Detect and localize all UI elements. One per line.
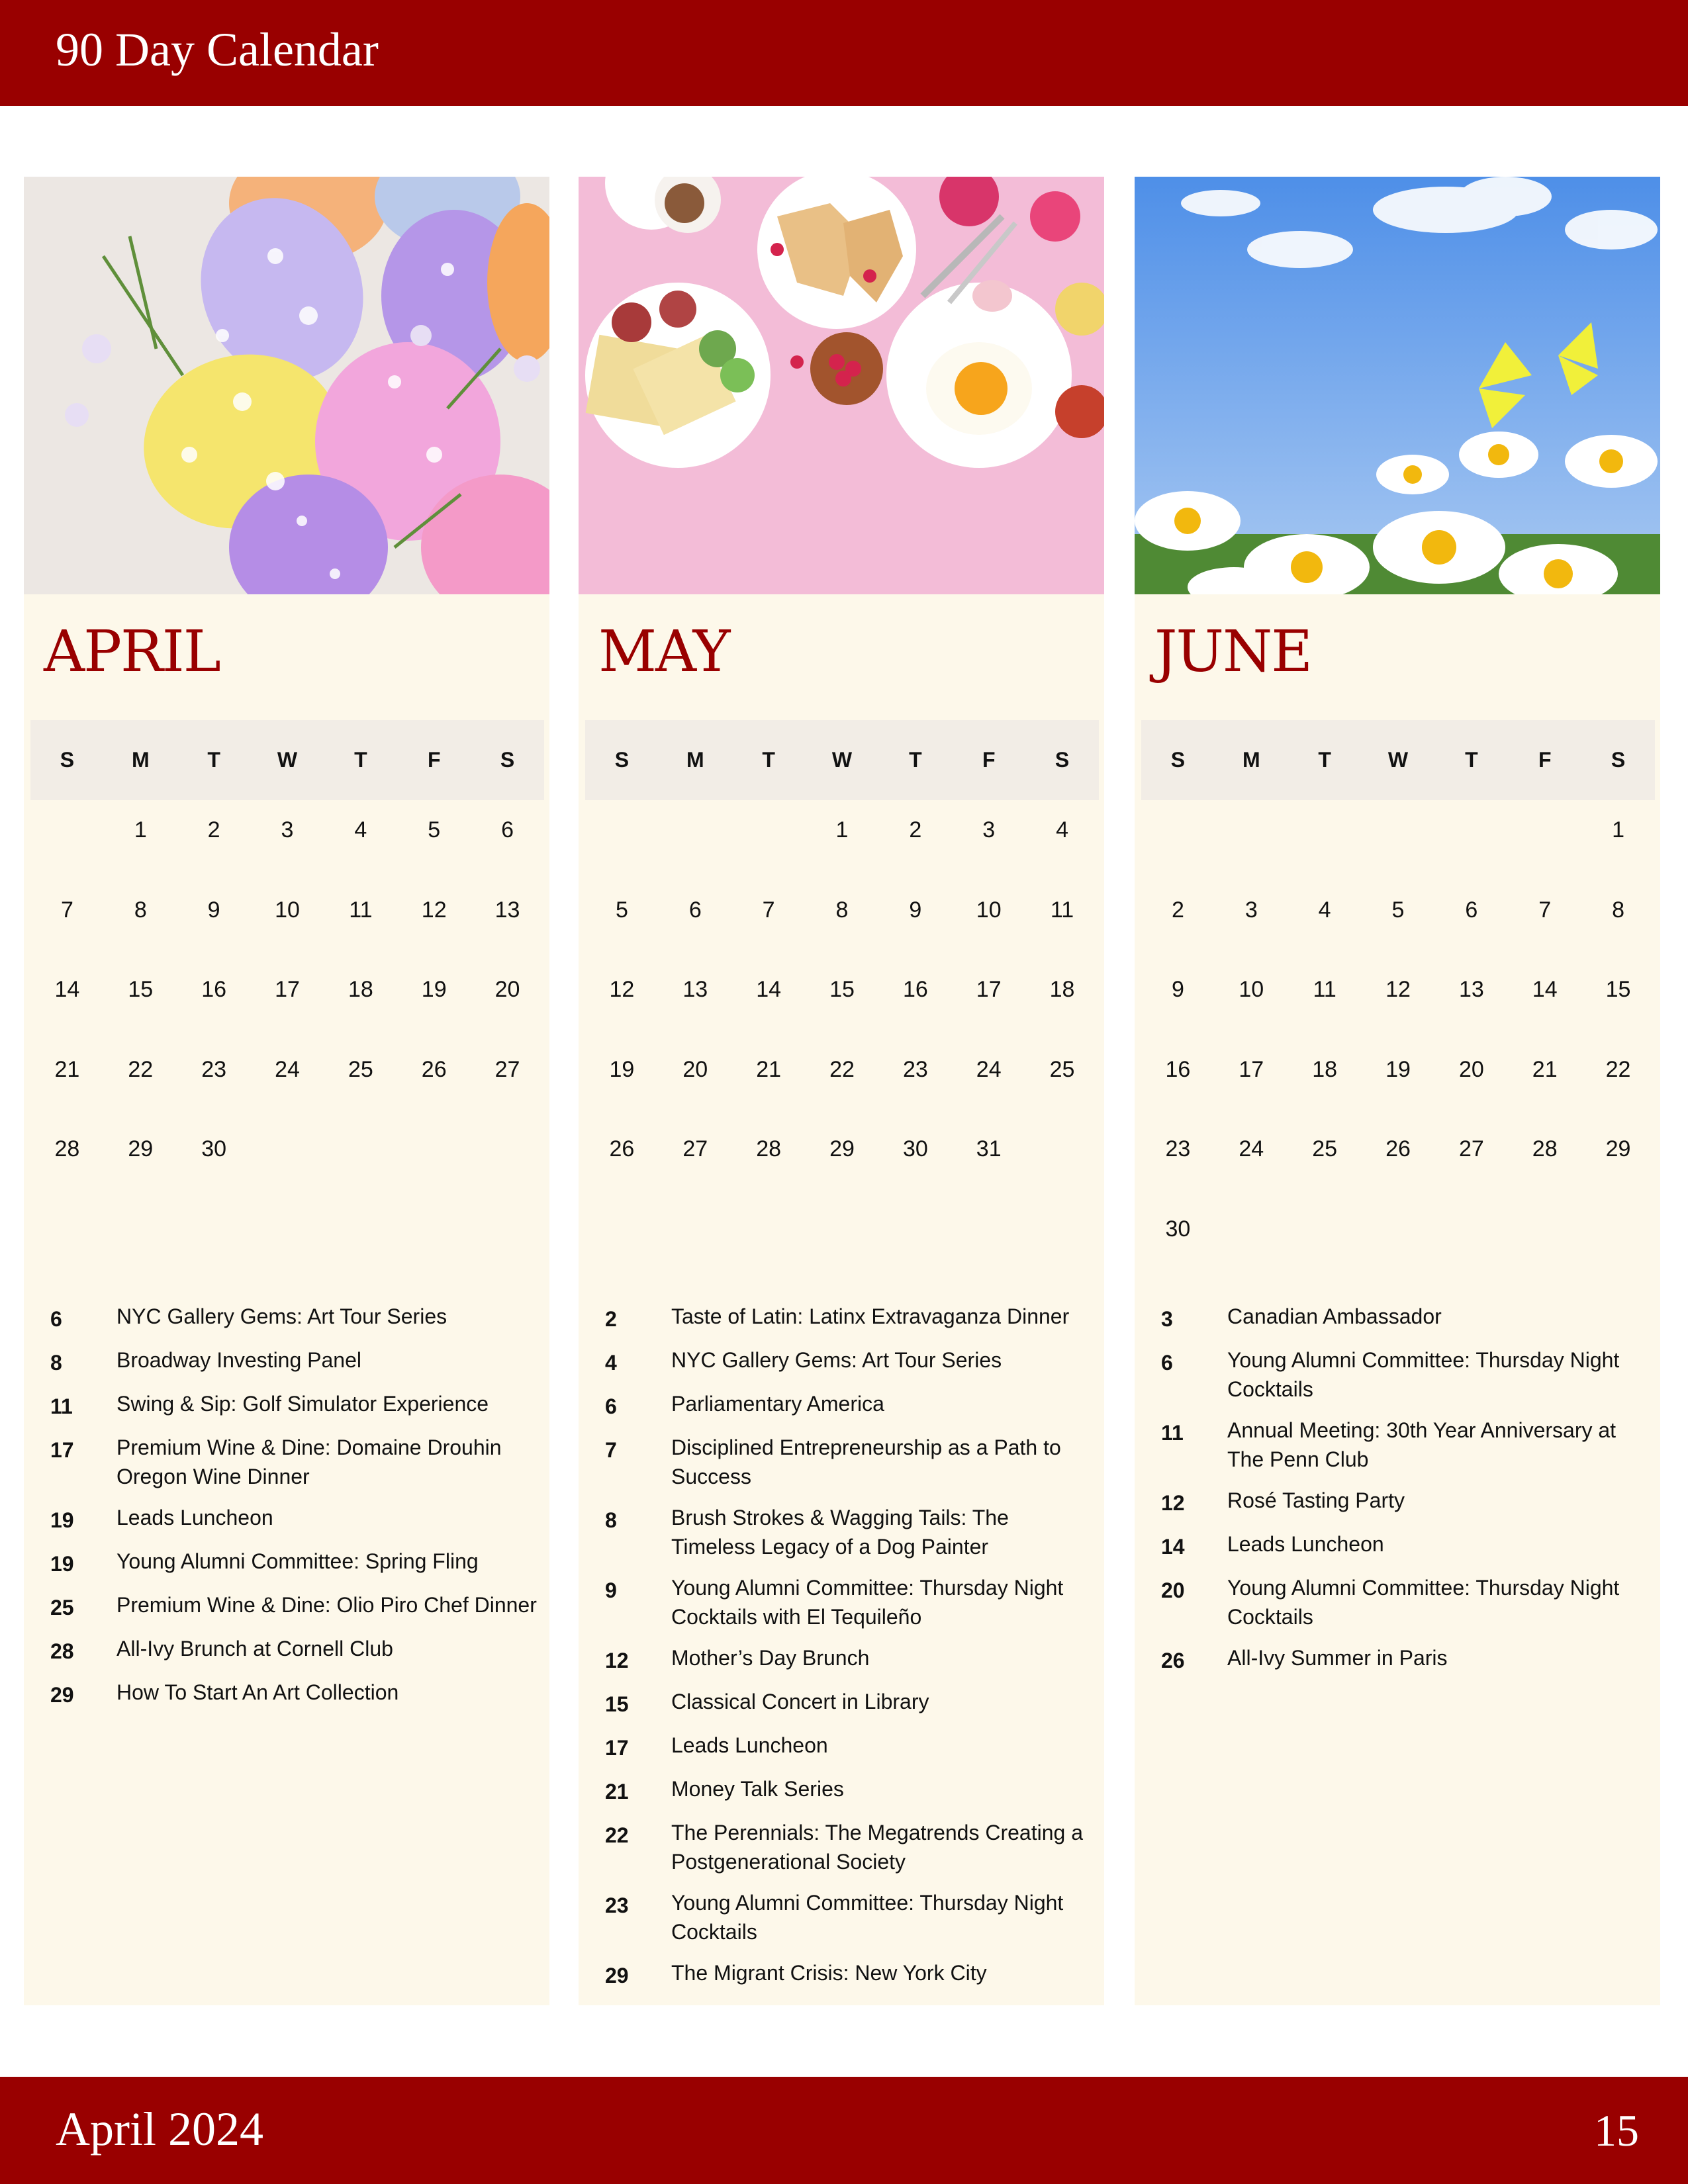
event-day: 17 [50, 1438, 74, 1462]
event-item [605, 1433, 1095, 1491]
calendar-day: 17 [976, 977, 1002, 1003]
calendar-empty-cell [1434, 813, 1508, 893]
event-item [50, 1503, 540, 1535]
event-title: Young Alumni Committee: Thursday Night Cocktails [1227, 1348, 1620, 1401]
event-title: The Perennials: The Megatrends Creating a Postgenerational Society [671, 1821, 1083, 1874]
calendar-day: 3 [1244, 897, 1258, 923]
event-item [605, 1774, 1095, 1806]
calendar-day: 25 [1312, 1136, 1338, 1162]
calendar-day: 24 [275, 1056, 300, 1082]
event-item [50, 1590, 540, 1622]
event-title: NYC Gallery Gems: Art Tour Series [671, 1348, 1002, 1372]
weekday-label: S [1055, 748, 1070, 772]
event-title: All-Ivy Summer in Paris [1227, 1646, 1448, 1670]
calendar-day: 9 [1171, 977, 1184, 1003]
calendar-day: 21 [54, 1056, 80, 1082]
calendar-day: 19 [421, 977, 447, 1003]
calendar-day: 31 [976, 1136, 1002, 1162]
calendar-day: 21 [1532, 1056, 1558, 1082]
calendar-day: 11 [1313, 977, 1336, 1003]
weekday-label: S [1170, 748, 1186, 772]
calendar-empty-cell [659, 813, 732, 893]
event-title: Canadian Ambassador [1227, 1304, 1442, 1328]
calendar-day: 3 [982, 817, 996, 842]
weekday-header-row [585, 720, 1099, 800]
easter-eggs-photo [24, 177, 549, 594]
event-title: How To Start An Art Collection [117, 1680, 399, 1704]
calendar-empty-cell [30, 813, 104, 893]
calendar-day: 7 [762, 897, 775, 923]
weekday-label: S [614, 748, 630, 772]
event-title: Money Talk Series [671, 1777, 844, 1801]
weekday-label: T [762, 748, 775, 772]
calendar-day: 18 [1312, 1056, 1338, 1082]
calendar-empty-cell [1362, 813, 1435, 893]
calendar-day: 18 [348, 977, 373, 1003]
month-title: APRIL [44, 619, 220, 685]
calendar-day: 9 [207, 897, 220, 923]
calendar-day: 22 [829, 1056, 855, 1082]
event-day: 7 [605, 1438, 617, 1462]
event-item [605, 1503, 1095, 1561]
calendar-day: 14 [756, 977, 782, 1003]
calendar-empty-cell [1141, 813, 1215, 893]
calendar-day: 23 [902, 1056, 928, 1082]
calendar-day: 8 [835, 897, 849, 923]
month-column-april [24, 177, 549, 2005]
weekday-label: T [1318, 748, 1331, 772]
event-title: Young Alumni Committee: Thursday Night Cocktails [1227, 1576, 1620, 1629]
calendar-day: 28 [1532, 1136, 1558, 1162]
event-day: 6 [1161, 1351, 1173, 1375]
event-item [1161, 1643, 1651, 1675]
calendar-day: 4 [1318, 897, 1331, 923]
day-grid [1141, 813, 1655, 1293]
event-list [50, 1302, 540, 1721]
weekday-label: T [1465, 748, 1478, 772]
weekday-label: T [207, 748, 220, 772]
weekday-label: W [831, 748, 853, 772]
calendar-day: 1 [835, 817, 849, 842]
month-title: MAY [598, 619, 729, 685]
weekday-label: T [909, 748, 922, 772]
calendar-day: 25 [348, 1056, 373, 1082]
event-item [50, 1547, 540, 1578]
weekday-label: M [686, 748, 704, 772]
event-day: 11 [50, 1394, 73, 1418]
calendar-day: 14 [54, 977, 80, 1003]
calendar-day: 26 [421, 1056, 447, 1082]
event-item [1161, 1345, 1651, 1404]
calendar-day: 19 [609, 1056, 635, 1082]
event-title: All-Ivy Brunch at Cornell Club [117, 1637, 393, 1661]
event-day: 25 [50, 1596, 74, 1619]
day-grid [585, 813, 1099, 1212]
event-day: 20 [1161, 1578, 1185, 1602]
event-day: 4 [605, 1351, 617, 1375]
event-item [1161, 1486, 1651, 1518]
event-day: 21 [605, 1780, 629, 1803]
calendar-day: 10 [275, 897, 300, 923]
event-title: Brush Strokes & Wagging Tails: The Timeless Legacy of a Dog Painter [671, 1506, 1009, 1559]
event-day: 14 [1161, 1535, 1185, 1559]
calendar-day: 2 [1171, 897, 1184, 923]
calendar-day: 28 [756, 1136, 782, 1162]
event-title: NYC Gallery Gems: Art Tour Series [117, 1304, 447, 1328]
event-day: 15 [605, 1692, 629, 1716]
event-item [1161, 1529, 1651, 1561]
brunch-table-photo [579, 177, 1104, 594]
calendar-day: 15 [1605, 977, 1631, 1003]
calendar-day: 6 [501, 817, 514, 842]
calendar-day: 8 [1612, 897, 1625, 923]
event-day: 23 [605, 1893, 629, 1917]
event-day: 12 [605, 1649, 629, 1672]
calendar-day: 14 [1532, 977, 1558, 1003]
event-item [1161, 1302, 1651, 1334]
weekday-label: F [427, 748, 441, 772]
calendar-day: 20 [1458, 1056, 1484, 1082]
event-item [50, 1302, 540, 1334]
event-title: Swing & Sip: Golf Simulator Experience [117, 1392, 489, 1416]
calendar-day: 25 [1049, 1056, 1075, 1082]
calendar-day: 7 [60, 897, 73, 923]
event-item [50, 1345, 540, 1377]
calendar-day: 21 [756, 1056, 782, 1082]
event-item [50, 1389, 540, 1421]
calendar-day: 13 [1458, 977, 1484, 1003]
event-title: Leads Luncheon [671, 1733, 828, 1757]
calendar-day: 1 [134, 817, 147, 842]
event-item [1161, 1416, 1651, 1474]
calendar-day: 22 [128, 1056, 154, 1082]
event-item [605, 1389, 1095, 1421]
calendar-day: 30 [902, 1136, 928, 1162]
event-title: Taste of Latin: Latinx Extravaganza Dinner [671, 1304, 1070, 1328]
event-title: Broadway Investing Panel [117, 1348, 361, 1372]
calendar-day: 27 [494, 1056, 520, 1082]
event-item [605, 1573, 1095, 1631]
calendar-day: 27 [682, 1136, 708, 1162]
event-title: Rosé Tasting Party [1227, 1488, 1405, 1512]
calendar-day: 24 [1239, 1136, 1264, 1162]
event-day: 8 [50, 1351, 62, 1375]
calendar-day: 20 [494, 977, 520, 1003]
calendar-day: 22 [1605, 1056, 1631, 1082]
event-item [605, 1643, 1095, 1675]
calendar-day: 16 [201, 977, 227, 1003]
calendar-day: 6 [1465, 897, 1478, 923]
event-title: Young Alumni Committee: Thursday Night Cocktails with El Tequileño [671, 1576, 1064, 1629]
page-number: 15 [1594, 2105, 1639, 2156]
event-item [50, 1433, 540, 1491]
calendar-day: 15 [128, 977, 154, 1003]
event-item [605, 1345, 1095, 1377]
event-day: 17 [605, 1736, 629, 1760]
calendar-day: 13 [682, 977, 708, 1003]
event-day: 3 [1161, 1307, 1173, 1331]
calendar-day: 27 [1458, 1136, 1484, 1162]
event-list [1161, 1302, 1651, 1687]
calendar-day: 16 [902, 977, 928, 1003]
event-day: 8 [605, 1508, 617, 1532]
calendar-day: 16 [1165, 1056, 1191, 1082]
event-title: Leads Luncheon [117, 1506, 273, 1529]
calendar-day: 4 [1056, 817, 1069, 842]
calendar-day: 1 [1612, 817, 1625, 842]
event-title: Disciplined Entrepreneurship as a Path to Success [671, 1435, 1061, 1488]
event-title: Young Alumni Committee: Spring Fling [117, 1549, 479, 1573]
weekday-label: M [131, 748, 150, 772]
event-title: Classical Concert in Library [671, 1690, 929, 1713]
header-bar [0, 0, 1688, 106]
calendar-day: 26 [1385, 1136, 1411, 1162]
weekday-label: W [277, 748, 298, 772]
event-title: Mother’s Day Brunch [671, 1646, 870, 1670]
weekday-label: W [1387, 748, 1409, 772]
event-day: 6 [50, 1307, 62, 1331]
calendar-empty-cell [1288, 813, 1362, 893]
event-day: 19 [50, 1552, 74, 1576]
calendar-day: 29 [1605, 1136, 1631, 1162]
calendar-day: 11 [349, 897, 373, 923]
calendar-day: 12 [1385, 977, 1411, 1003]
calendar-day: 30 [201, 1136, 227, 1162]
calendar-day: 18 [1049, 977, 1075, 1003]
event-day: 12 [1161, 1491, 1185, 1515]
month-column-may [579, 177, 1104, 2005]
event-title: The Migrant Crisis: New York City [671, 1961, 987, 1985]
calendar-day: 29 [128, 1136, 154, 1162]
calendar-day: 24 [976, 1056, 1002, 1082]
calendar-day: 4 [354, 817, 367, 842]
event-item [605, 1888, 1095, 1946]
calendar-day: 3 [281, 817, 294, 842]
calendar-day: 17 [275, 977, 300, 1003]
event-item [605, 1958, 1095, 1990]
event-item [50, 1678, 540, 1709]
day-grid [30, 813, 544, 1212]
calendar-day: 8 [134, 897, 147, 923]
weekday-label: F [982, 748, 996, 772]
calendar-empty-cell [732, 813, 806, 893]
calendar-day: 13 [494, 897, 520, 923]
calendar-empty-cell [1508, 813, 1581, 893]
page-title: 90 Day Calendar [56, 23, 379, 76]
calendar-day: 29 [829, 1136, 855, 1162]
calendar-day: 17 [1239, 1056, 1264, 1082]
event-item [605, 1731, 1095, 1762]
calendar-day: 5 [1391, 897, 1405, 923]
event-item [50, 1634, 540, 1666]
weekday-header-row [1141, 720, 1655, 800]
month-column-june [1135, 177, 1660, 2005]
calendar-day: 5 [428, 817, 441, 842]
calendar-empty-cell [585, 813, 659, 893]
calendar-day: 5 [615, 897, 628, 923]
calendar-day: 2 [909, 817, 922, 842]
event-title: Premium Wine & Dine: Domaine Drouhin Oregon Wine Dinner [117, 1435, 502, 1488]
event-title: Young Alumni Committee: Thursday Night Cocktails [671, 1891, 1064, 1944]
footer-date: April 2024 [56, 2103, 263, 2156]
event-list [605, 1302, 1095, 2002]
weekday-label: S [60, 748, 75, 772]
calendar-day: 30 [1165, 1216, 1191, 1242]
calendar-day: 19 [1385, 1056, 1411, 1082]
event-day: 26 [1161, 1649, 1185, 1672]
event-day: 29 [50, 1683, 74, 1707]
weekday-label: S [500, 748, 515, 772]
event-title: Annual Meeting: 30th Year Anniversary at The Penn Club [1227, 1418, 1617, 1471]
weekday-label: T [354, 748, 367, 772]
calendar-day: 7 [1538, 897, 1552, 923]
calendar-day: 6 [688, 897, 702, 923]
calendar-day: 2 [207, 817, 220, 842]
calendar-day: 10 [976, 897, 1002, 923]
event-title: Premium Wine & Dine: Olio Piro Chef Dinner [117, 1593, 537, 1617]
event-day: 28 [50, 1639, 74, 1663]
daisies-butterflies-photo [1135, 177, 1660, 594]
event-item [605, 1818, 1095, 1876]
event-day: 19 [50, 1508, 74, 1532]
weekday-header-row [30, 720, 544, 800]
weekday-label: S [1611, 748, 1626, 772]
event-title: Leads Luncheon [1227, 1532, 1384, 1556]
calendar-day: 11 [1050, 897, 1074, 923]
event-item [1161, 1573, 1651, 1631]
calendar-empty-cell [1215, 813, 1288, 893]
event-day: 29 [605, 1964, 629, 1987]
calendar-day: 9 [909, 897, 922, 923]
calendar-day: 23 [1165, 1136, 1191, 1162]
event-day: 22 [605, 1823, 629, 1847]
calendar-day: 23 [201, 1056, 227, 1082]
weekday-label: F [1538, 748, 1552, 772]
event-day: 6 [605, 1394, 617, 1418]
event-day: 11 [1161, 1421, 1184, 1445]
calendar-day: 15 [829, 977, 855, 1003]
event-item [605, 1687, 1095, 1719]
calendar-day: 28 [54, 1136, 80, 1162]
weekday-label: M [1242, 748, 1260, 772]
event-day: 2 [605, 1307, 617, 1331]
event-title: Parliamentary America [671, 1392, 884, 1416]
calendar-day: 20 [682, 1056, 708, 1082]
month-title: JUNE [1154, 619, 1311, 685]
calendar-day: 12 [421, 897, 447, 923]
calendar-day: 26 [609, 1136, 635, 1162]
event-day: 9 [605, 1578, 617, 1602]
calendar-day: 12 [609, 977, 635, 1003]
footer-bar [0, 2077, 1688, 2184]
calendar-day: 10 [1239, 977, 1264, 1003]
event-item [605, 1302, 1095, 1334]
